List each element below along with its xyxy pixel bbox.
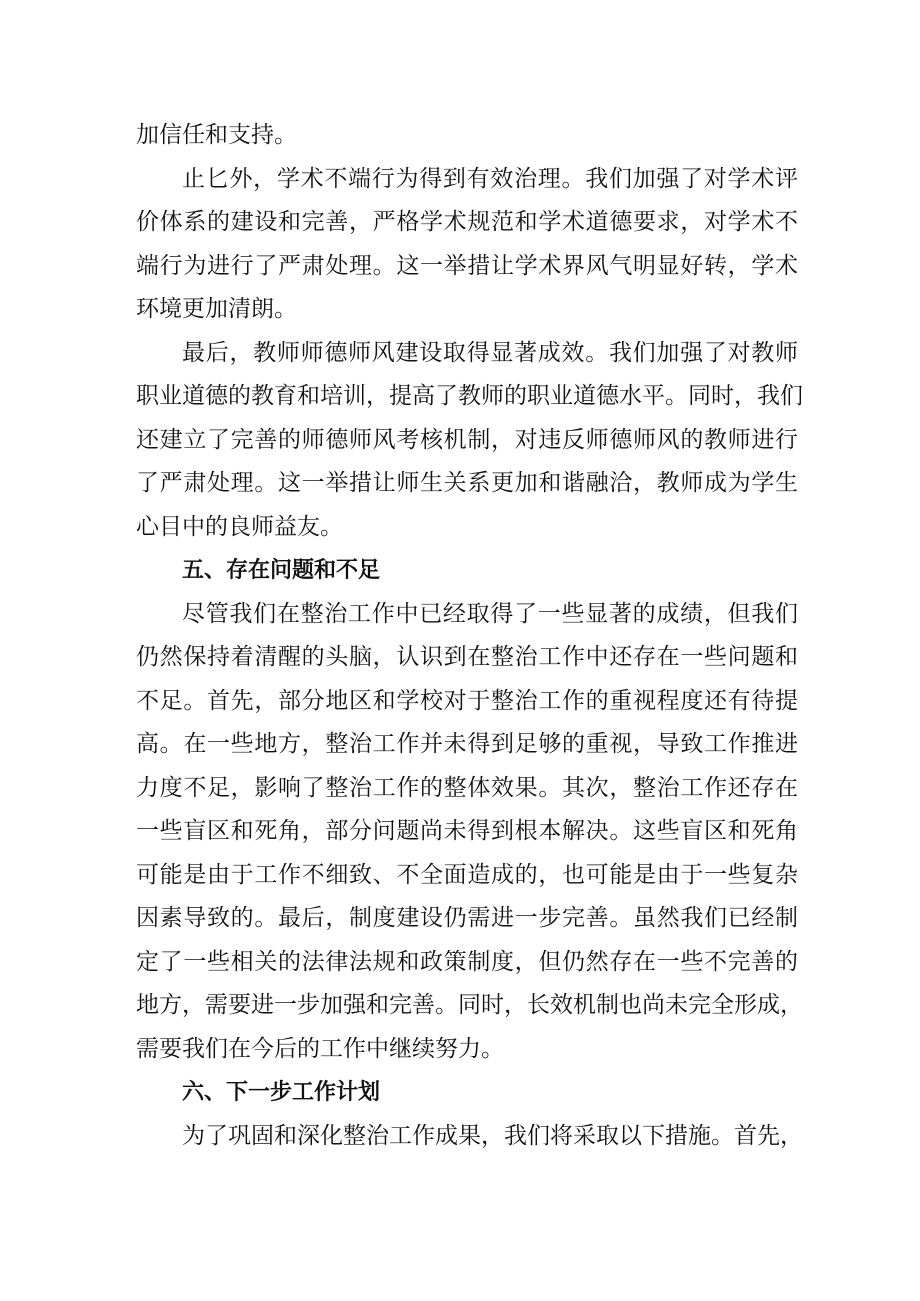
paragraph-line: 端行为进行了严肃处理。这一举措让学术界风气明显好转，学术	[136, 252, 798, 279]
paragraph-line: 地方，需要进一步加强和完善。同时，长效机制也尚未完全形成，	[136, 992, 803, 1018]
paragraph-line: 最后，教师师德师风建设取得显著成效。我们加强了对教师	[182, 339, 798, 366]
paragraph-line: 职业道德的教育和培训，提高了教师的职业道德水平。同时，我们	[136, 383, 803, 409]
paragraph-line: 止匕外，学术不端行为得到有效治理。我们加强了对学术评	[182, 165, 798, 192]
paragraph-line: 了严肃处理。这一举措让师生关系更加和谐融洽，教师成为学生	[136, 470, 798, 496]
paragraph-line: 尽管我们在整治工作中已经取得了一些显著的成绩，但我们	[182, 600, 798, 627]
paragraph-line: 环境更加清朗。	[136, 296, 297, 322]
paragraph-line: 高。在一些地方，整治工作并未得到足够的重视，导致工作推进	[136, 731, 798, 757]
paragraph-line: 需要我们在今后的工作中继续努力。	[136, 1035, 504, 1062]
paragraph-line: 为了巩固和深化整治工作成果，我们将采取以下措施。首先，	[182, 1122, 803, 1149]
paragraph-line: 因素导致的。最后，制度建设仍需进一步完善。虽然我们已经制	[136, 905, 798, 931]
paragraph-line: 力度不足，影响了整治工作的整体效果。其次，整治工作还存在	[136, 774, 798, 801]
section-heading-6: 六、下一步工作计划	[182, 1080, 381, 1105]
paragraph-line: 仍然保持着清醒的头脑，认识到在整治工作中还存在一些问题和	[136, 644, 798, 670]
document-body	[136, 114, 803, 1158]
section-heading-5: 五、存在问题和不足	[182, 558, 381, 583]
paragraph-line: 一些盲区和死角，部分问题尚未得到根本解决。这些盲区和死角	[136, 818, 798, 844]
paragraph-line: 可能是由于工作不细致、不全面造成的，也可能是由于一些复杂	[136, 861, 798, 888]
paragraph-line: 还建立了完善的师德师风考核机制，对违反师德师风的教师进行	[136, 426, 798, 453]
paragraph-line: 价体系的建设和完善，严格学术规范和学术道德要求，对学术不	[136, 209, 798, 235]
paragraph-line: 不足。首先，部分地区和学校对于整治工作的重视程度还有待提	[136, 687, 798, 714]
paragraph-line: 心目中的良师益友。	[136, 513, 343, 540]
paragraph-line: 定了一些相关的法律法规和政策制度，但仍然存在一些不完善的	[136, 948, 798, 975]
paragraph-line: 加信任和支持。	[136, 122, 297, 148]
